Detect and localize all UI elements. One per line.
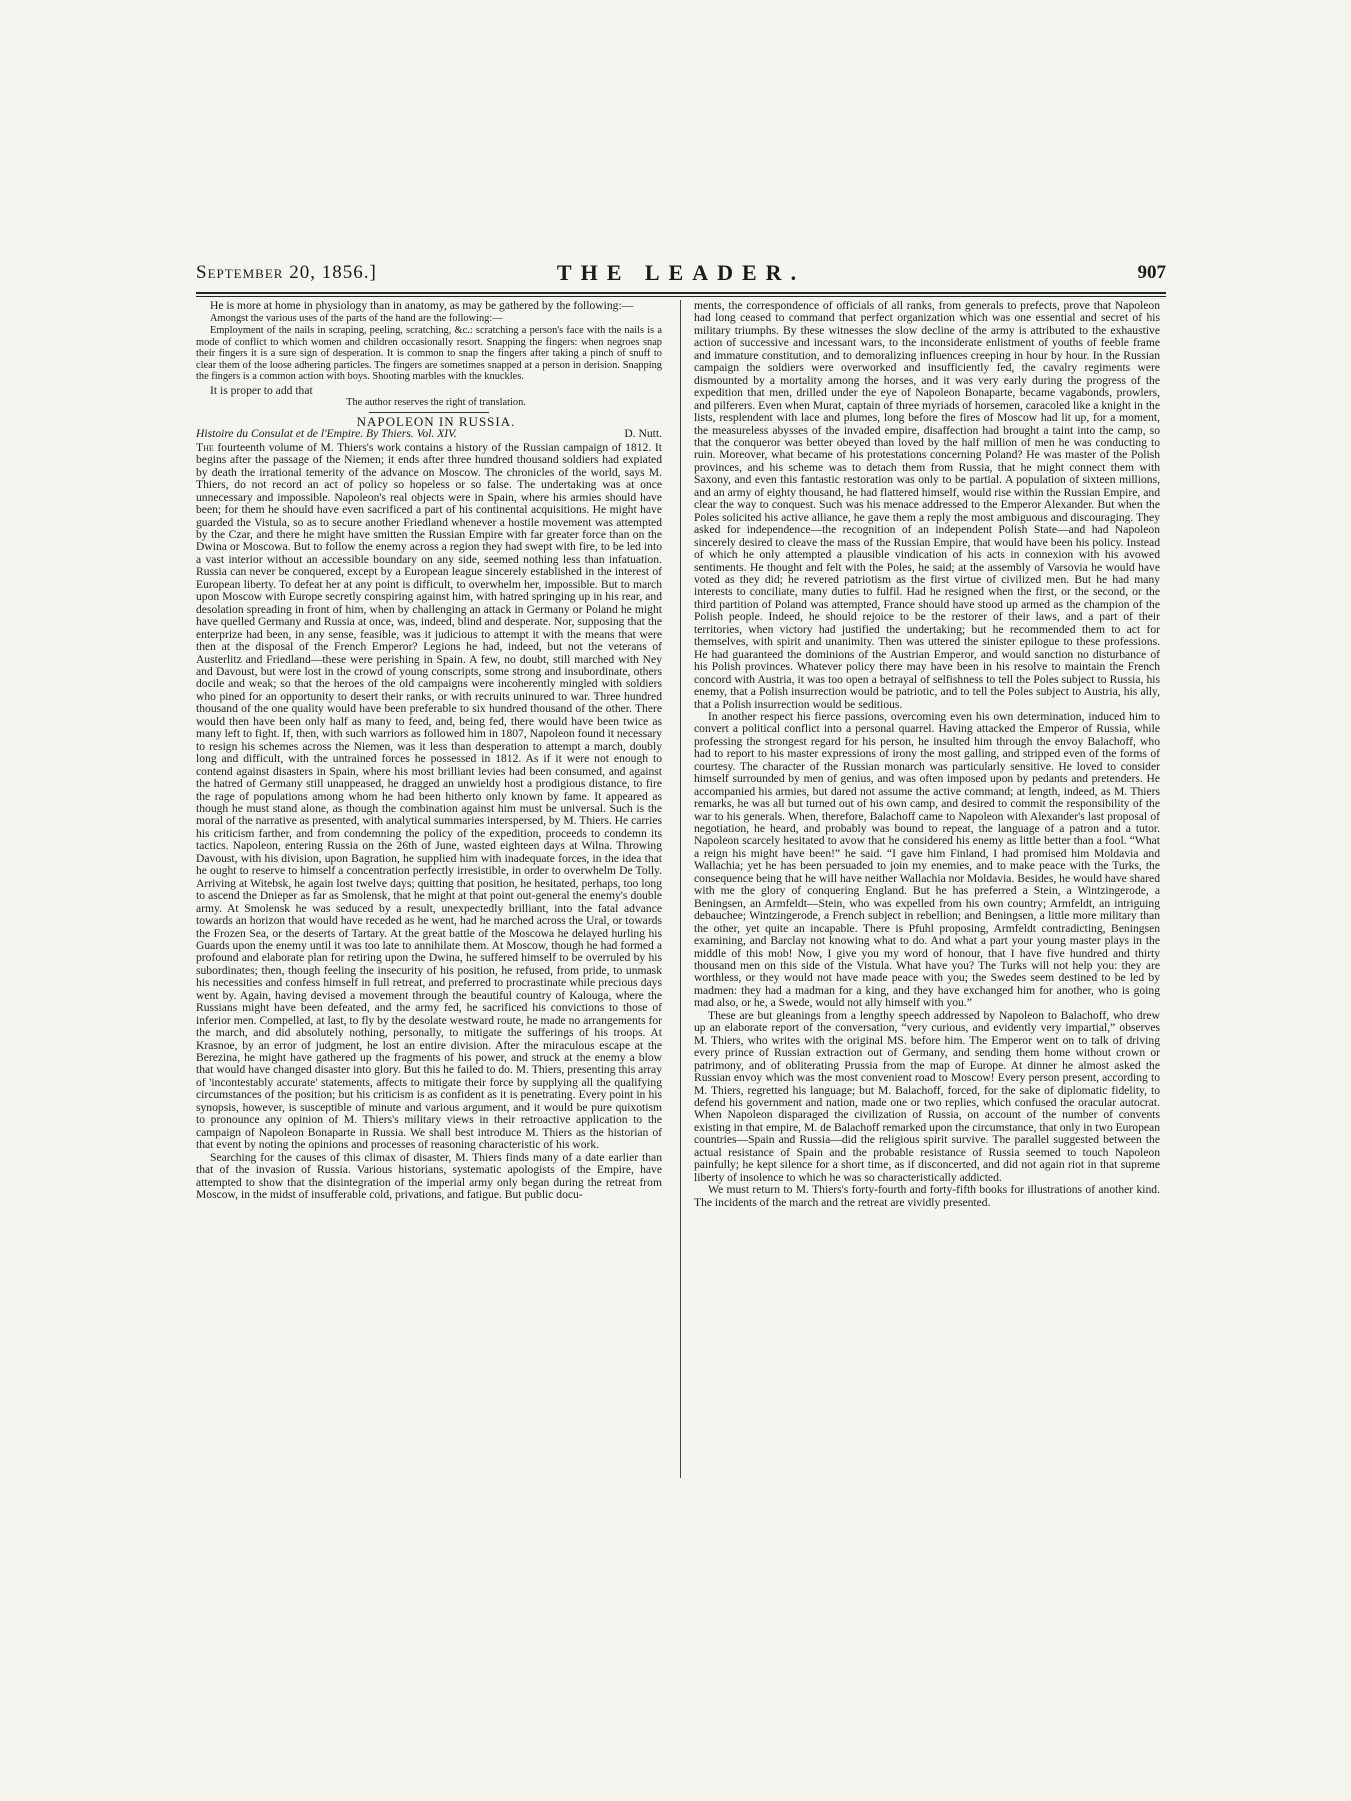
- masthead: [196, 262, 1166, 288]
- masthead-rule-thin: [196, 296, 1166, 297]
- extract-lead: Amongst the various uses of the parts of the hand are the following:—: [210, 313, 503, 325]
- publisher: D. Nutt.: [624, 427, 662, 441]
- bibliography-line: [196, 428, 662, 440]
- intro-paragraph: He is more at home in physiology than in anatomy, as may be gathered by the following:—: [210, 299, 634, 312]
- column-divider: [680, 300, 681, 1478]
- article-paragraph: ments, the correspondence of officials of all ranks, from generals to prefects, prove that Napoleon had long ceased to command that perfect organization which was one essential and secret of his military triumphs. By these witnesses the slow decline of the army is attributed to the exhaustive action of successive and incessant wars, to the inconsiderate enlistment of youths of feeble frame and immature constitution, and to demoralizing influences creeping in hour by hour. In the Russian campaign the soldiers were overworked and insufficiently fed, the cavalry regiments were dismounted by a mortality among the horses, and it was very early during the progress of the expedition that men, drilled under the eye of Napoleon Bonaparte, became vagabonds, prowlers, and pilferers. Even when Murat, captain of three myriads of horsemen, caracoled like a knight in the lists, resplendent with lace and plumes, long before the fires of Moscow had lit up, for a moment, the measureless abysses of the invaded empire, disaffection had brought a taint into the camp, so that the conqueror was better obeyed than loved by the half million of men he was conducting to ruin. Moreover, what became of his protestations concerning Poland? He was master of the Polish provinces, and his scheme was to detach them from Russia, that he might connect them with Saxony, and even this fantastic restoration was only to be partial. A population of sixteen millions, and an army of eighty thousand, he had flattered himself, would rise within the Russian Empire, and clear the way to conquest. Such was his menace addressed to the Emperor Alexander. But when the Poles solicited his active alliance, he gave them a reply the most ambiguous and discouraging. They asked for independence—the recognition of an independent Polish State—and had Napoleon sincerely desired to cleave the mass of the Russian Empire, that would have been his policy. Instead of which he only attempted a plausible vindication of his acts in connexion with his avowed sentiments. He thought and felt with the Poles, he said; at the assembly of Varsovia he would have voted as they did; he revered patriotism as the first virtue of civilized men. But he had many interests to conciliate, many duties to fulfil. Had he resigned when the first, or the second, or the third partition of Poland was attempted, France should have stood up armed as the champion of the Polish people. Indeed, he should rejoice to be the restorer of their laws, and a part of their territories, when victory had justified the undertaking; but he recommended them to act for themselves, with spirit and unanimity. Then was uttered the sinister epilogue to these professions. He had guaranteed the dominions of the Austrian Emperor, and would sanction no disturbance of his Polish provinces. Whatever policy there may have been in his resolve to maintain the French concord with Austria, it was too open a betrayal of selfishness to tell the Poles subject to Russia, his enemy, that a Polish insurrection would be patriotic, and to tell the Poles subject to Austria, his ally, that a Polish insurrection would be seditious.: [694, 299, 1160, 711]
- masthead-rule: [196, 292, 1166, 294]
- translation-notice: The author reserves the right of translation.: [346, 397, 526, 409]
- proper-line: It is proper to add that: [210, 384, 313, 398]
- article-paragraph: We must return to M. Thiers's forty-fourth and forty-fifth books for illustrations of another kind. The incidents of the march and the retreat are vividly presented.: [694, 1183, 1160, 1209]
- left-column: [196, 300, 662, 1201]
- section-divider: [369, 412, 489, 413]
- book-citation: Histoire du Consulat et de l'Empire. By Thiers. Vol. XIV.: [196, 427, 457, 441]
- drop-word: The: [196, 440, 214, 454]
- article-paragraph: [196, 442, 662, 1152]
- article-paragraph: These are but gleanings from a lengthy speech addressed by Napoleon to Balachoff, who drew up an elaborate report of the conversation, “very curious, and evidently very impartial,” observes M. Thiers, who writes with the original MS. before him. The Emperor went on to talk of driving every prince of Russian extraction out of Germany, and sending them home without crown or patrimony, and of obliterating Prussia from the map of Europe. At dinner he almost asked the Russian envoy which was the most convenient road to Moscow! Every person present, according to M. Thiers, regretted his language; but M. Balachoff, forced, for the sake of diplomatic fidelity, to defend his government and nation, made one or two replies, which confused the oracular autocrat. When Napoleon disparaged the civilization of Russia, on account of the number of convents existing in that empire, M. de Balachoff remarked upon the circumstance, that only in two European countries—Spain and Russia—did the religious spirit survive. The parallel suggested between the actual resistance of Spain and the probable resistance of Russia seemed to touch Napoleon painfully; he kept silence for a short time, as if disconcerted, and did not again riot in that supreme liberty of insolence to which he was so characteristically addicted.: [694, 1008, 1160, 1184]
- issue-date: September 20, 1856.]: [196, 262, 377, 283]
- article-paragraph: In another respect his fierce passions, overcoming even his own determination, induced him to convert a political conflict into a personal quarrel. Having attacked the Emperor of Russia, while professing the strongest regard for his person, he insulted him through the envoy Balachoff, who had to report to his master expressions of irony the most galling, and stripped even of the forms of courtesy. The character of the Russian monarch was particularly sensitive. He loved to consider himself surrounded by men of genius, and was often imposed upon by pedants and pretenders. He accompanied his armies, but dared not assume the active command; at length, indeed, as M. Thiers remarks, he was all but turned out of his own camp, and desired to commit the responsibility of the war to his generals. When, therefore, Balachoff came to Napoleon with Alexander's last proposal of negotiation, he heard, and probably was bound to repeat, the language of a patron and a tutor. Napoleon scarcely hesitated to avow that he considered his enemy as little better than a fool. “What a reign his might have been!” he said. “I gave him Finland, I had promised him Moldavia and Wallachia; yet he has been persuaded to join my enemies, and to make peace with the Turks, the consequence being that he will have neither Wallachia nor Moldavia. Besides, he would have shared with me the glory of conquering England. But he has preferred a Stein, a Wintzingerode, a Beningsen, an Armfeldt—Stein, who was expelled from his own country; Armfeldt, an intriguing debauchee; Wintzingerode, a French subject in rebellion; and Beningsen, a little more military than the other, yet quite an incapable. There is Pfuhl proposing, Armfeldt contradicting, Beningsen examining, and Barclay not knowing what to do. And what a part your young master plays in the middle of this mob! Now, I give you my word of honour, that I have five hundred and thirty thousand men on this side of the Vistula. What have you? The Turks will not help you: they are worthless, or they would not have made peace with you; the Swedes seem destined to be led by madmen: they had a madman for a king, and they have exchanged him for another, who is going mad also, or he, a Swede, would not ally himself with you.”: [694, 709, 1160, 1010]
- right-column: [694, 300, 1160, 1209]
- article-title: NAPOLEON IN RUSSIA.: [356, 413, 516, 429]
- article-paragraph: Searching for the causes of this climax of disaster, M. Thiers finds many of a date earlier than that of the invasion of Russia. Various historians, systematic apologists of the Empire, have attempted to show that the disintegration of the imperial army only began during the retreat from Moscow, in the midst of insufferable cold, privations, and fatigue. But public docu-: [196, 1150, 662, 1202]
- quoted-extract: [196, 313, 662, 383]
- page-number: 907: [1137, 262, 1166, 283]
- article-paragraph-text: fourteenth volume of M. Thiers's work contains a history of the Russian campaign of 1812. It begins after the passage of the Niemen; it ends after three hundred thousand soldiers had expiated by death the irrational temerity of the advance on Moscow. The chronicles of the world, says M. Thiers, do not record an act of policy so hopeless or so false. The undertaking was at once unnecessary and impossible. Napoleon's real objects were in Spain, where his armies should have been; for them he should have even sacrificed a part of his continental acquisitions. He might have guarded the Vistula, so as to secure another Friedland whenever a hostile movement was attempted by the Czar, and there he might have smitten the Russian Empire with far greater force than on the Dwina or Moscowa. But to follow the enemy across a region they had swept with fire, to be led into a vast interior without an accessible boundary on any side, seemed nothing less than infatuation. Russia can never be conquered, except by a European league sincerely established in the interest of European liberty. To defeat her at any point is difficult, to overwhelm her, impossible. But to march upon Moscow with Europe secretly conspiring against him, with hatred springing up in his rear, and desolation spreading in front of him, when by challenging an attack in Germany or Poland he might have quelled Germany and Russia at once, was, indeed, blind and desperate. Nor, supposing that the enterprize had been, in any sense, feasible, was it judicious to attempt it with the means that were then at the disposal of the French Emperor? Legions he had, indeed, but not the veterans of Austerlitz and Friedland—these were perishing in Spain. A few, no doubt, still marched with Ney and Davoust, but were lost in the crowd of young conscripts, some strong and insubordinate, others docile and weak; so that the heroes of the old campaigns were incoherently mingled with soldiers who pined for an opportunity to desert their ranks, or with recruits uninured to war. Three hundred thousand of the one quality would have been preferable to six hundred thousand of the other. There would then have been only half as many to feed, and, being fed, there would have been twice as many left to fight. If, then, with such warriors as followed him in 1807, Napoleon found it necessary to resign his schemes across the Niemen, was it less than desperation to attempt a march, doubly long and difficult, with the untrained forces he possessed in 1812. As if it were not enough to contend against disasters in Spain, where his most brilliant levies had been consumed, and against the hatred of Germany still unappeased, he dragged an unwieldy host a prodigious distance, to fire the rage of populations among whom he had been hitherto only known by fame. It appeared as though he must stand alone, as though the combination against him must be universal. Such is the moral of the narrative as presented, with analytical summaries interspersed, by M. Thiers. He carries his criticism farther, and from condemning the policy of the expedition, proceeds to condemn its tactics. Napoleon, entering Russia on the 26th of June, wasted eighteen days at Wilna. Throwing Davoust, with his division, upon Bagration, he supplied him with inadequate forces, in the idea that he ought to reserve to himself a concentration perfectly irresistible, in order to overwhelm De Tolly. Arriving at Witebsk, he again lost twelve days; quitting that position, he hesitated, perhaps, too long to ascend the Dnieper as far as Smolensk, that he might at that point out-general the enemy's double army. At Smolensk he was seduced by a result, unexpectedly brilliant, into the fatal advance towards an horizon that would have receded as he went, had he marched across the Ural, or towards the Frozen Sea, or the deserts of Tartary. At the great battle of the Moscowa he delayed hurling his Guards upon the enemy until it was too late to annihilate them. At Moscow, though he had formed a profound and elaborate plan for retiring upon the Dwina, he suffered himself to be overruled by his subordinates; then, though feeling the insecurity of his position, he refused, from pride, to unmask his necessities and confess himself in full retreat, and preferred to procrastinate while precious days went by. Again, having devised a movement through the beautiful country of Kalouga, where the Russians might have been defeated, and the army fed, he sacrificed his convictions to those of inferior men. Compelled, at last, to fly by the desolate westward route, he made no arrangements for the march, and did absolutely nothing, personally, to mitigate the sufferings of his troops. At Krasnoe, by an error of judgment, he lost an entire division. After the miraculous escape at the Berezina, he might have gathered up the fragments of his power, and struck at the enemy a blow that would have changed disaster into glory. But this he failed to do. M. Thiers, presenting this array of 'incontestably accurate' statements, affects to mitigate their force by supplying all the qualifying circumstances of the position; but his criticism is as confident as it is penetrating. Every point in his synopsis, however, is susceptible of minute and various argument, and it would be pure quixotism to pronounce any opinion of M. Thiers's military views in their retroactive application to the campaign of Napoleon Bonaparte in Russia. We shall best introduce M. Thiers as the historian of that event by noting the opinions and processes of reasoning characteristic of his work.: [196, 440, 662, 1152]
- newspaper-title: THE LEADER.: [556, 260, 806, 285]
- extract-body: Employment of the nails in scraping, peeling, scratching, &c.: scratching a person's face with the nails is a mode of conflict to which women and children occasionally resort. Snapping the fingers: when negroes snap their fingers it is a sure sign of desperation. It is common to snap the fingers after taking a pinch of snuff to clear them of the loose adhering particles. The fingers are sometimes snapped at a person in derision. Snapping the fingers is a common action with boys. Shooting marbles with the knuckles.: [196, 325, 662, 383]
